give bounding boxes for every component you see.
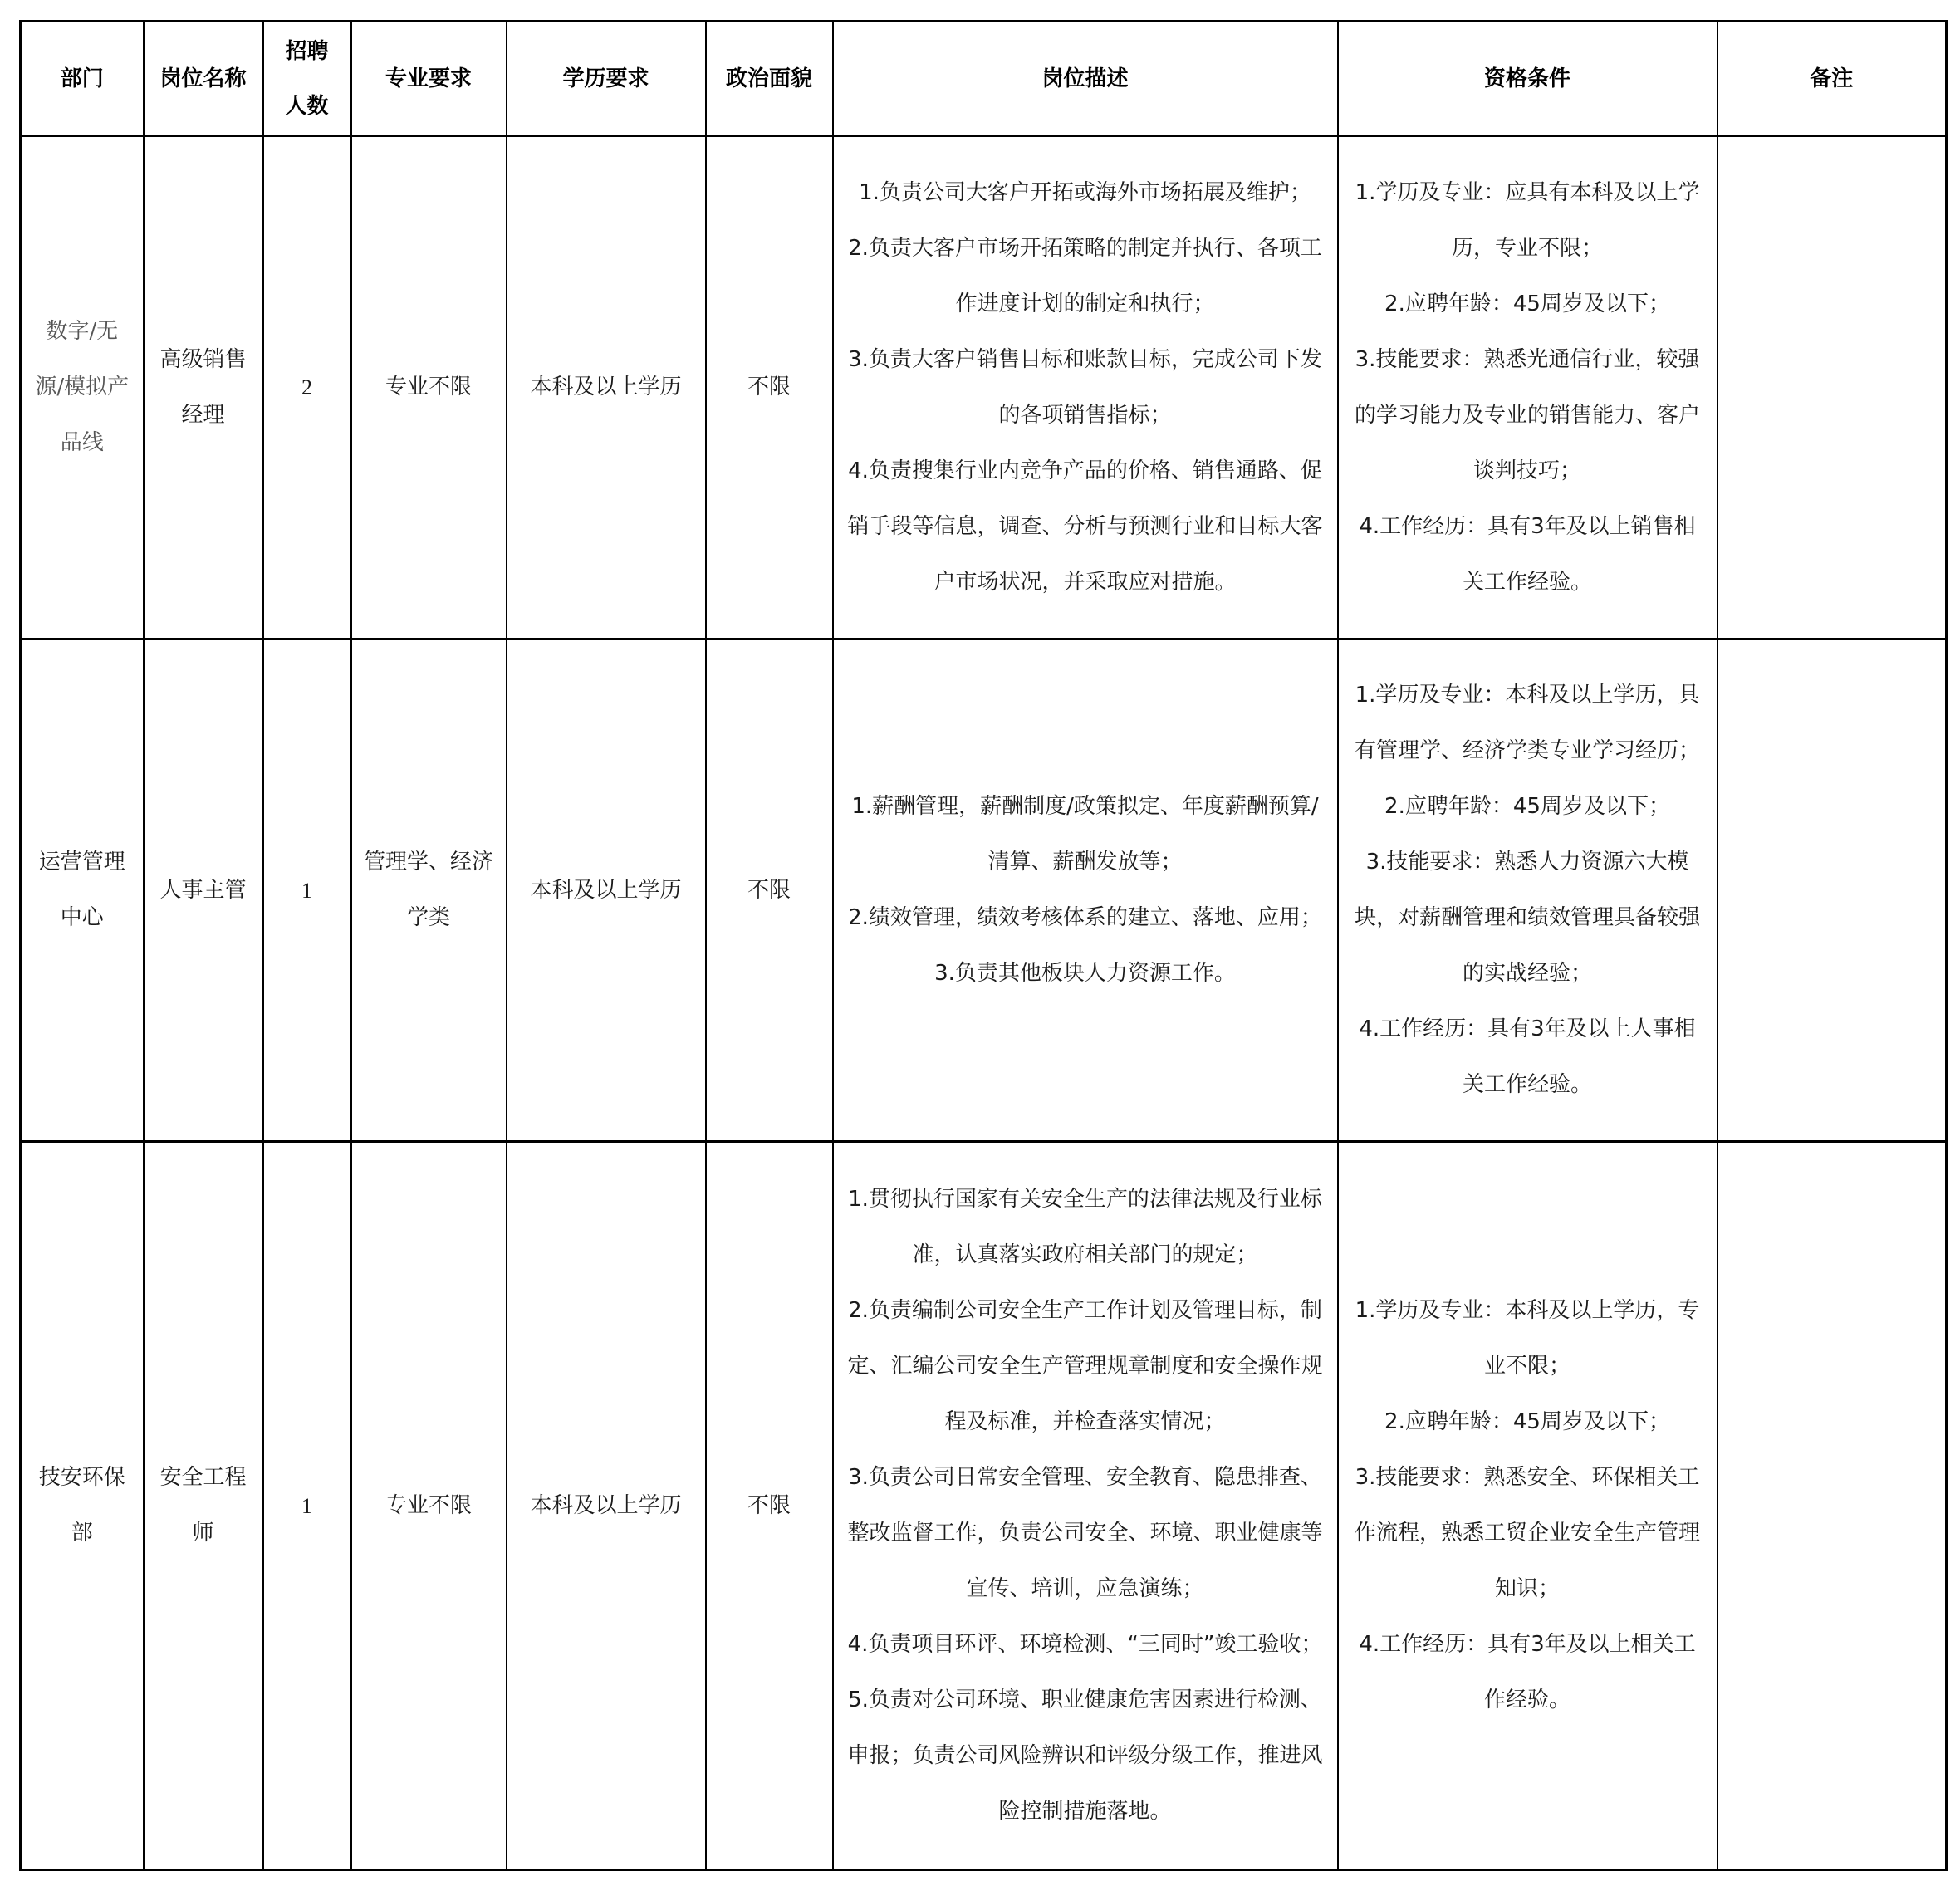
header-row (21, 22, 1947, 136)
cell-remarks (1717, 1142, 1947, 1870)
cell-qualifications (1338, 639, 1717, 1142)
table-row (21, 136, 1947, 639)
header-political-status: 政治面貌 (706, 22, 833, 136)
qualification-item: 1.学历及专业：应具有本科及以上学历，专业不限； (1355, 179, 1700, 261)
header-qualifications: 资格条件 (1338, 22, 1717, 136)
cell-qualifications (1338, 136, 1717, 639)
cell-education: 本科及以上学历 (507, 136, 706, 639)
cell-position: 人事主管 (144, 639, 263, 1142)
cell-major: 专业不限 (351, 136, 507, 639)
qualification-item: 3.技能要求：熟悉人力资源六大模块，对薪酬管理和绩效管理具备较强的实战经验； (1354, 850, 1700, 986)
qualification-item: 3.技能要求：熟悉光通信行业，较强的学习能力及专业的销售能力、客户谈判技巧； (1354, 346, 1700, 483)
header-headcount-line1: 招聘 (285, 38, 329, 64)
description-item: 3.负责其他板块人力资源工作。 (934, 961, 1236, 986)
cell-department: 技安环保部 (21, 1142, 144, 1870)
cell-political-status: 不限 (706, 136, 833, 639)
cell-political-status: 不限 (706, 639, 833, 1142)
cell-headcount: 2 (263, 136, 351, 639)
header-remarks: 备注 (1717, 22, 1947, 136)
header-headcount-line2: 人数 (285, 93, 329, 119)
header-department: 部门 (21, 22, 144, 136)
qualification-item: 4.工作经历：具有3年及以上相关工作经验。 (1359, 1632, 1696, 1712)
recruitment-table (19, 20, 1948, 1871)
qualification-item: 2.应聘年龄：45周岁及以下； (1384, 1409, 1670, 1434)
header-description: 岗位描述 (833, 22, 1338, 136)
cell-political-status: 不限 (706, 1142, 833, 1870)
qualification-item: 2.应聘年龄：45周岁及以下； (1384, 291, 1670, 316)
header-major: 专业要求 (351, 22, 507, 136)
cell-position: 安全工程师 (144, 1142, 263, 1870)
cell-education: 本科及以上学历 (507, 1142, 706, 1870)
cell-remarks (1717, 639, 1947, 1142)
cell-major: 专业不限 (351, 1142, 507, 1870)
cell-description (833, 1142, 1338, 1870)
description-item: 1.贯彻执行国家有关安全生产的法律法规及行业标准，认真落实政府相关部门的规定； (848, 1187, 1322, 1267)
description-item: 3.负责大客户销售目标和账款目标，完成公司下发的各项销售指标； (848, 346, 1322, 428)
description-item: 5.负责对公司环境、职业健康危害因素进行检测、申报；负责公司风险辨识和评级分级工作，推进风险控制措施落地。 (847, 1688, 1323, 1824)
description-item: 1.薪酬管理，薪酬制度/政策拟定、年度薪酬预算/清算、薪酬发放等； (851, 794, 1319, 874)
description-item: 2.绩效管理，绩效考核体系的建立、落地、应用； (848, 905, 1322, 930)
qualification-item: 4.工作经历：具有3年及以上销售相关工作经验。 (1359, 513, 1696, 595)
cell-department: 数字/无源/模拟产品线 (21, 136, 144, 639)
header-education: 学历要求 (507, 22, 706, 136)
cell-headcount: 1 (263, 1142, 351, 1870)
table-row (21, 639, 1947, 1142)
description-item: 1.负责公司大客户开拓或海外市场拓展及维护； (859, 179, 1311, 205)
qualification-item: 3.技能要求：熟悉安全、环保相关工作流程，熟悉工贸企业安全生产管理知识； (1354, 1465, 1700, 1601)
cell-headcount: 1 (263, 639, 351, 1142)
description-item: 2.负责大客户市场开拓策略的制定并执行、各项工作进度计划的制定和执行； (848, 235, 1322, 316)
table-row (21, 1142, 1947, 1870)
cell-department: 运营管理中心 (21, 639, 144, 1142)
cell-description (833, 639, 1338, 1142)
header-headcount (263, 22, 351, 136)
cell-qualifications (1338, 1142, 1717, 1870)
cell-education: 本科及以上学历 (507, 639, 706, 1142)
description-item: 2.负责编制公司安全生产工作计划及管理目标，制定、汇编公司安全生产管理规章制度和安全操作规程及标准，并检查落实情况； (847, 1298, 1323, 1434)
cell-major: 管理学、经济学类 (351, 639, 507, 1142)
description-item: 4.负责搜集行业内竞争产品的价格、销售通路、促销手段等信息，调查、分析与预测行业和目标大客户市场状况，并采取应对措施。 (847, 458, 1323, 595)
cell-position: 高级销售经理 (144, 136, 263, 639)
header-position: 岗位名称 (144, 22, 263, 136)
cell-description (833, 136, 1338, 639)
qualification-item: 2.应聘年龄：45周岁及以下； (1384, 794, 1670, 819)
qualification-item: 1.学历及专业：本科及以上学历，专业不限； (1355, 1298, 1700, 1379)
cell-remarks (1717, 136, 1947, 639)
description-item: 4.负责项目环评、环境检测、“三同时”竣工验收； (847, 1632, 1323, 1657)
description-item: 3.负责公司日常安全管理、安全教育、隐患排查、整改监督工作，负责公司安全、环境、职业健康等宣传、培训，应急演练； (847, 1465, 1323, 1601)
qualification-item: 4.工作经历：具有3年及以上人事相关工作经验。 (1359, 1017, 1696, 1097)
qualification-item: 1.学历及专业：本科及以上学历，具有管理学、经济学类专业学习经历； (1354, 683, 1700, 763)
